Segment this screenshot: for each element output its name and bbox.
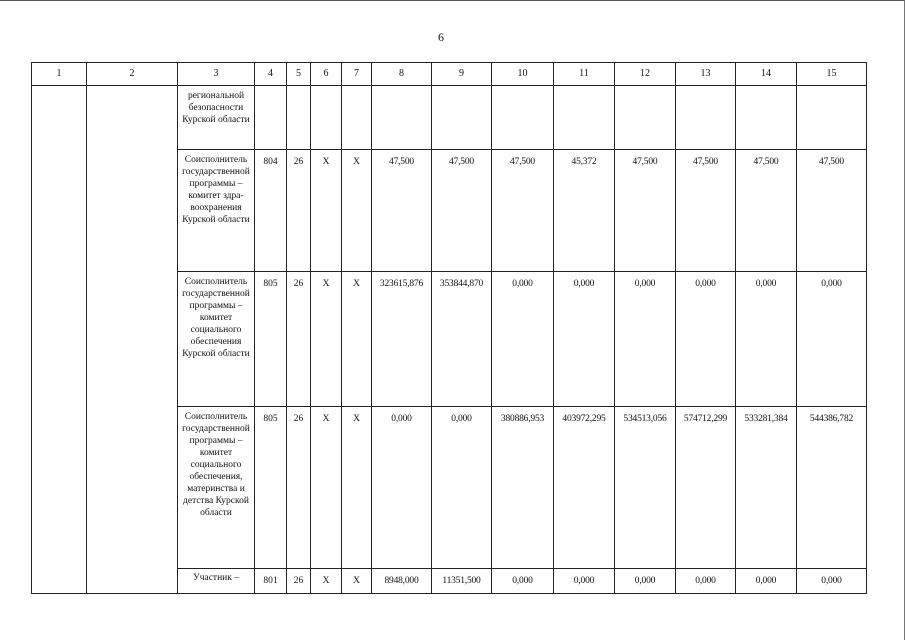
- header-cell: 9: [432, 63, 492, 86]
- header-cell: 1: [32, 63, 87, 86]
- header-cell: 2: [87, 63, 178, 86]
- row-description: Участник –: [178, 569, 255, 594]
- table-cell: 574712,299: [676, 407, 736, 569]
- header-cell: 4: [255, 63, 287, 86]
- table-cell: [492, 86, 554, 150]
- table-cell: 47,500: [797, 150, 867, 272]
- table-cell: X: [311, 407, 342, 569]
- table-cell: [554, 86, 615, 150]
- table-cell: 0,000: [615, 272, 676, 407]
- table-cell: 47,500: [492, 150, 554, 272]
- table-cell: 8948,000: [372, 569, 432, 594]
- row-description: региональной безопасности Курской области: [178, 86, 255, 150]
- table-cell: 45,372: [554, 150, 615, 272]
- header-cell: 6: [311, 63, 342, 86]
- table-cell: 0,000: [676, 272, 736, 407]
- table-cell: 47,500: [615, 150, 676, 272]
- page-number: 6: [438, 30, 444, 44]
- table-cell: 380886,953: [492, 407, 554, 569]
- table-cell: 0,000: [432, 407, 492, 569]
- table-cell: 805: [255, 407, 287, 569]
- table-cell: 0,000: [615, 569, 676, 594]
- header-cell: 14: [736, 63, 797, 86]
- header-cell: 13: [676, 63, 736, 86]
- row-description: Соисполнитель государственной программы – комитет социального обеспечения Курской области: [178, 272, 255, 407]
- table-cell: 544386,782: [797, 407, 867, 569]
- table-cell: 805: [255, 272, 287, 407]
- table-cell: [676, 86, 736, 150]
- row-description: Соисполнитель государственной программы – комитет социального обеспечения, материнства и детства Курской области: [178, 407, 255, 569]
- table-cell: 0,000: [554, 272, 615, 407]
- col1-cell: [32, 86, 87, 594]
- table-cell: 26: [287, 150, 311, 272]
- table-cell: X: [342, 569, 372, 594]
- table-cell: [797, 86, 867, 150]
- table-cell: [736, 86, 797, 150]
- table-cell: X: [342, 150, 372, 272]
- col2-cell: [87, 86, 178, 594]
- table-cell: 0,000: [736, 272, 797, 407]
- table-cell: 0,000: [736, 569, 797, 594]
- table-cell: 0,000: [676, 569, 736, 594]
- table-cell: X: [342, 407, 372, 569]
- table-cell: [255, 86, 287, 150]
- header-cell: 8: [372, 63, 432, 86]
- table-cell: 0,000: [797, 569, 867, 594]
- table-cell: 47,500: [432, 150, 492, 272]
- header-cell: 15: [797, 63, 867, 86]
- table-cell: 0,000: [372, 407, 432, 569]
- row-description: Соисполнитель государственной программы – комитет здравоохранения Курской области: [178, 150, 255, 272]
- header-cell: 10: [492, 63, 554, 86]
- header-cell: 7: [342, 63, 372, 86]
- table-cell: 0,000: [492, 569, 554, 594]
- table-cell: 47,500: [372, 150, 432, 272]
- table-cell: 801: [255, 569, 287, 594]
- header-row: [32, 63, 867, 86]
- table-cell: 26: [287, 272, 311, 407]
- header-cell: 12: [615, 63, 676, 86]
- table-cell: 47,500: [676, 150, 736, 272]
- table-cell: X: [311, 150, 342, 272]
- table-cell: 323615,876: [372, 272, 432, 407]
- table-cell: 0,000: [797, 272, 867, 407]
- table-cell: [372, 86, 432, 150]
- table-cell: 11351,500: [432, 569, 492, 594]
- header-cell: 5: [287, 63, 311, 86]
- budget-table: [31, 62, 867, 594]
- table-row: [32, 86, 867, 150]
- table-cell: 353844,870: [432, 272, 492, 407]
- header-cell: 11: [554, 63, 615, 86]
- table-cell: [311, 86, 342, 150]
- table-cell: 26: [287, 569, 311, 594]
- table-cell: [432, 86, 492, 150]
- table-cell: 0,000: [492, 272, 554, 407]
- table-cell: [287, 86, 311, 150]
- table-cell: 47,500: [736, 150, 797, 272]
- table-cell: [615, 86, 676, 150]
- table-cell: 403972,295: [554, 407, 615, 569]
- header-cell: 3: [178, 63, 255, 86]
- table-cell: 26: [287, 407, 311, 569]
- table-cell: [342, 86, 372, 150]
- table-cell: 804: [255, 150, 287, 272]
- table-cell: X: [311, 569, 342, 594]
- table-cell: 0,000: [554, 569, 615, 594]
- table-cell: X: [342, 272, 372, 407]
- table-cell: X: [311, 272, 342, 407]
- table-cell: 533281,384: [736, 407, 797, 569]
- table-cell: 534513,056: [615, 407, 676, 569]
